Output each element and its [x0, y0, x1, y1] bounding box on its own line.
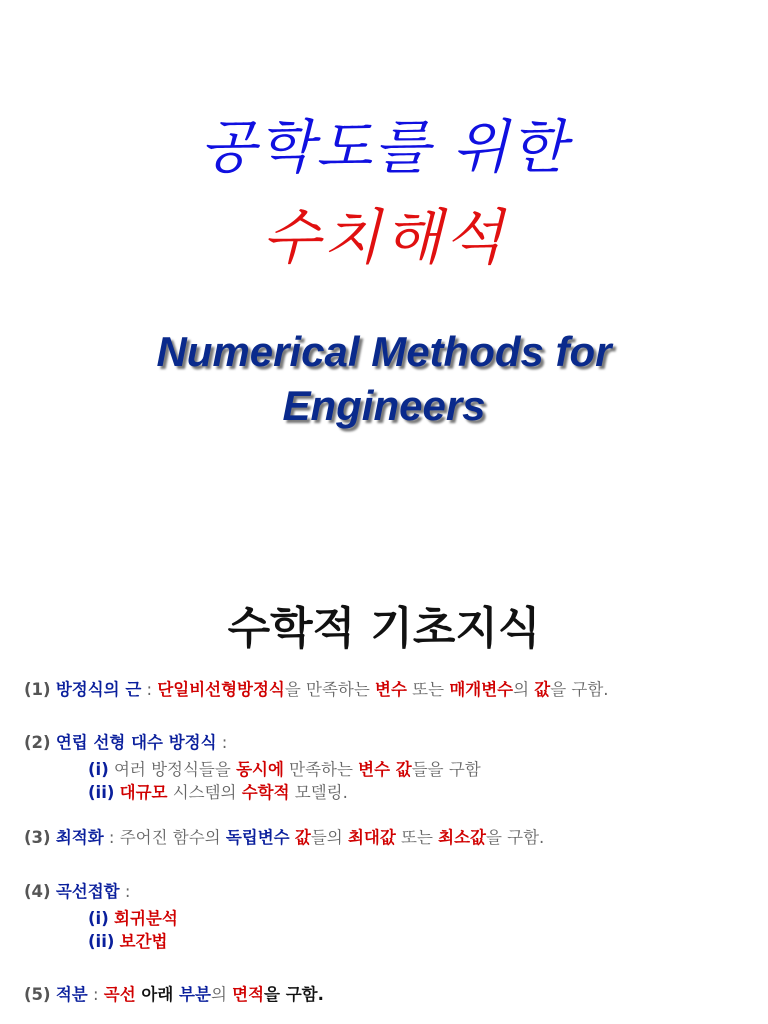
highlight: 곡선	[103, 985, 136, 1004]
list-item-2	[24, 729, 227, 753]
text: 을 구함.	[264, 985, 324, 1004]
korean-title-line1: 공학도를 위한	[199, 113, 569, 181]
highlight: 변수 값	[358, 760, 412, 779]
highlight: 매개변수	[449, 680, 514, 699]
highlight: 부분	[179, 985, 211, 1004]
highlight: 값	[294, 828, 311, 847]
sub-number: (ii)	[88, 783, 115, 802]
korean-title-line2: 수치해석	[262, 203, 506, 273]
item-heading: 곡선접합	[55, 882, 120, 901]
text: 주어진 함수의	[119, 828, 226, 847]
list-item-2-sub-2	[88, 779, 348, 803]
item-heading: 방정식의 근	[55, 680, 142, 699]
item-heading: 최적화	[55, 828, 104, 847]
text: 들을 구함	[411, 760, 481, 779]
item-number: (2)	[24, 733, 51, 752]
highlight: 동시에	[236, 760, 284, 779]
section-subtitle: 수학적 기초지식	[227, 603, 541, 654]
text: 만족하는	[283, 760, 359, 779]
text: 여러 방정식들을	[108, 760, 237, 779]
text: 시스템의	[167, 783, 242, 802]
highlight: 변수	[375, 680, 407, 699]
item-number: (5)	[24, 985, 51, 1004]
colon: :	[216, 733, 228, 752]
list-item-4-sub-2	[88, 928, 167, 952]
text: 의	[513, 680, 535, 699]
english-title-line1: Numerical Methods for	[156, 328, 612, 375]
item-number: (1)	[24, 680, 51, 699]
text: 을 만족하는	[284, 680, 376, 699]
text: 모델링.	[289, 783, 348, 802]
highlight: 값	[534, 680, 551, 699]
item-heading: 적분	[55, 985, 88, 1004]
highlight: 면적	[232, 985, 265, 1004]
sub-number: (ii)	[88, 932, 115, 951]
list-item-1	[24, 676, 609, 700]
list-item-4-sub-1	[88, 905, 178, 929]
list-item-4	[24, 878, 130, 902]
text: 들의	[310, 828, 348, 847]
text: 아래	[135, 985, 180, 1004]
text: 의	[210, 985, 233, 1004]
list-item-3	[24, 824, 544, 848]
colon: :	[141, 680, 158, 699]
text: 또는	[406, 680, 450, 699]
highlight: 독립변수	[225, 828, 290, 847]
list-item-2-sub-1	[88, 756, 481, 780]
colon: :	[119, 882, 131, 901]
item-number: (4)	[24, 882, 51, 901]
item-heading: 연립 선형 대수 방정식	[55, 733, 217, 752]
sub-number: (i)	[88, 760, 109, 779]
highlight: 회귀분석	[114, 909, 178, 928]
highlight: 단일비선형방정식	[157, 680, 285, 699]
item-number: (3)	[24, 828, 51, 847]
english-title-line2: Engineers	[282, 382, 486, 429]
list-item-5	[24, 981, 324, 1005]
highlight: 최소값	[438, 828, 486, 847]
colon: :	[87, 985, 104, 1004]
text: 또는	[395, 828, 439, 847]
highlight: 보간법	[119, 932, 168, 951]
sub-number: (i)	[88, 909, 109, 928]
highlight: 수학적	[241, 783, 290, 802]
highlight: 최대값	[347, 828, 396, 847]
text: 을 구함.	[485, 828, 545, 847]
text: 을 구함.	[550, 680, 609, 699]
highlight: 대규모	[119, 783, 168, 802]
colon: :	[103, 828, 120, 847]
